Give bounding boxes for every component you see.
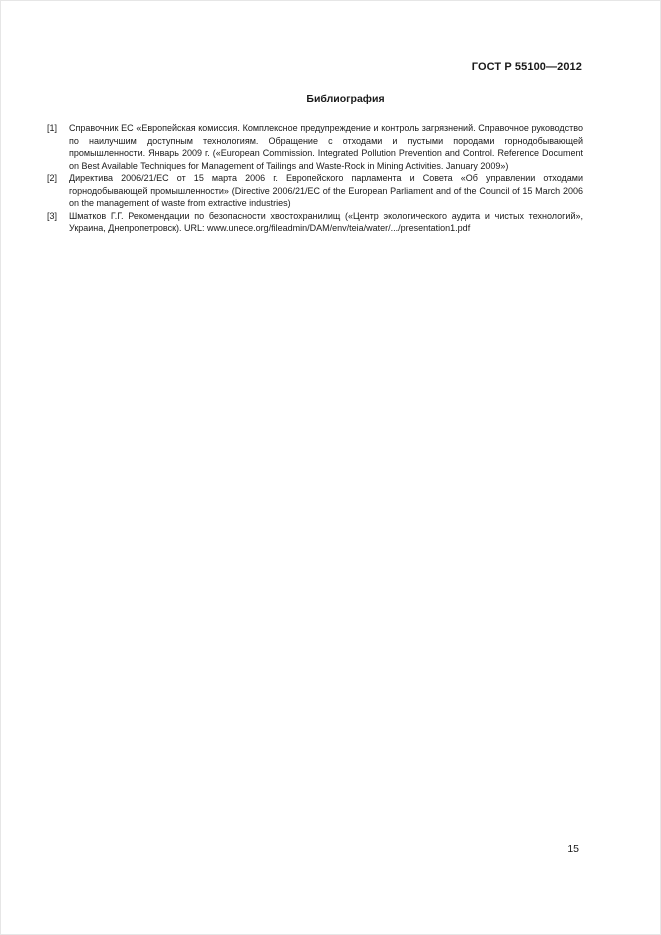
bibliography-entry xyxy=(47,210,583,235)
document-code: ГОСТ Р 55100—2012 xyxy=(471,61,582,73)
bibliography-list xyxy=(47,122,583,235)
entry-text: Директива 2006/21/ЕС от 15 марта 2006 г. Европейского парламента и Совета «Об управлении отходами горнодобывающей промышленности» (Directive 2006/21/EC of the European Parliament and of the Council of 15 March 2006 on the management of waste from extractive industries) xyxy=(69,173,583,208)
entry-text: Шматков Г.Г. Рекомендации по безопасности хвостохранилищ («Центр экологического аудита и чистых технологий», Украина, Днепропетровск). URL: www.unece.org/fileadmin/DAM/env/teia/water/.../presentation1.pdf xyxy=(69,210,583,233)
bibliography-entry xyxy=(47,122,583,172)
entry-number: [1] xyxy=(47,123,58,133)
page-number: 15 xyxy=(567,843,579,855)
entry-number: [2] xyxy=(47,173,58,183)
entry-number: [3] xyxy=(47,210,58,221)
section-title: Библиография xyxy=(306,93,385,105)
bibliography-entry xyxy=(47,172,583,210)
entry-text: Справочник ЕС «Европейская комиссия. Комплексное предупреждение и контроль загрязнений. Справочное руководство по наилучшим доступным технологиям. Обращение с отходами и пустыми породами горнодобывающей промышленности. Январь 2009 г. («European Commission. Integrated Pollution Prevention and Control. Reference Document on Best Available Techniques for Management of Tailings and Waste-Rock in Mining Activities. January 2009») xyxy=(69,123,583,171)
